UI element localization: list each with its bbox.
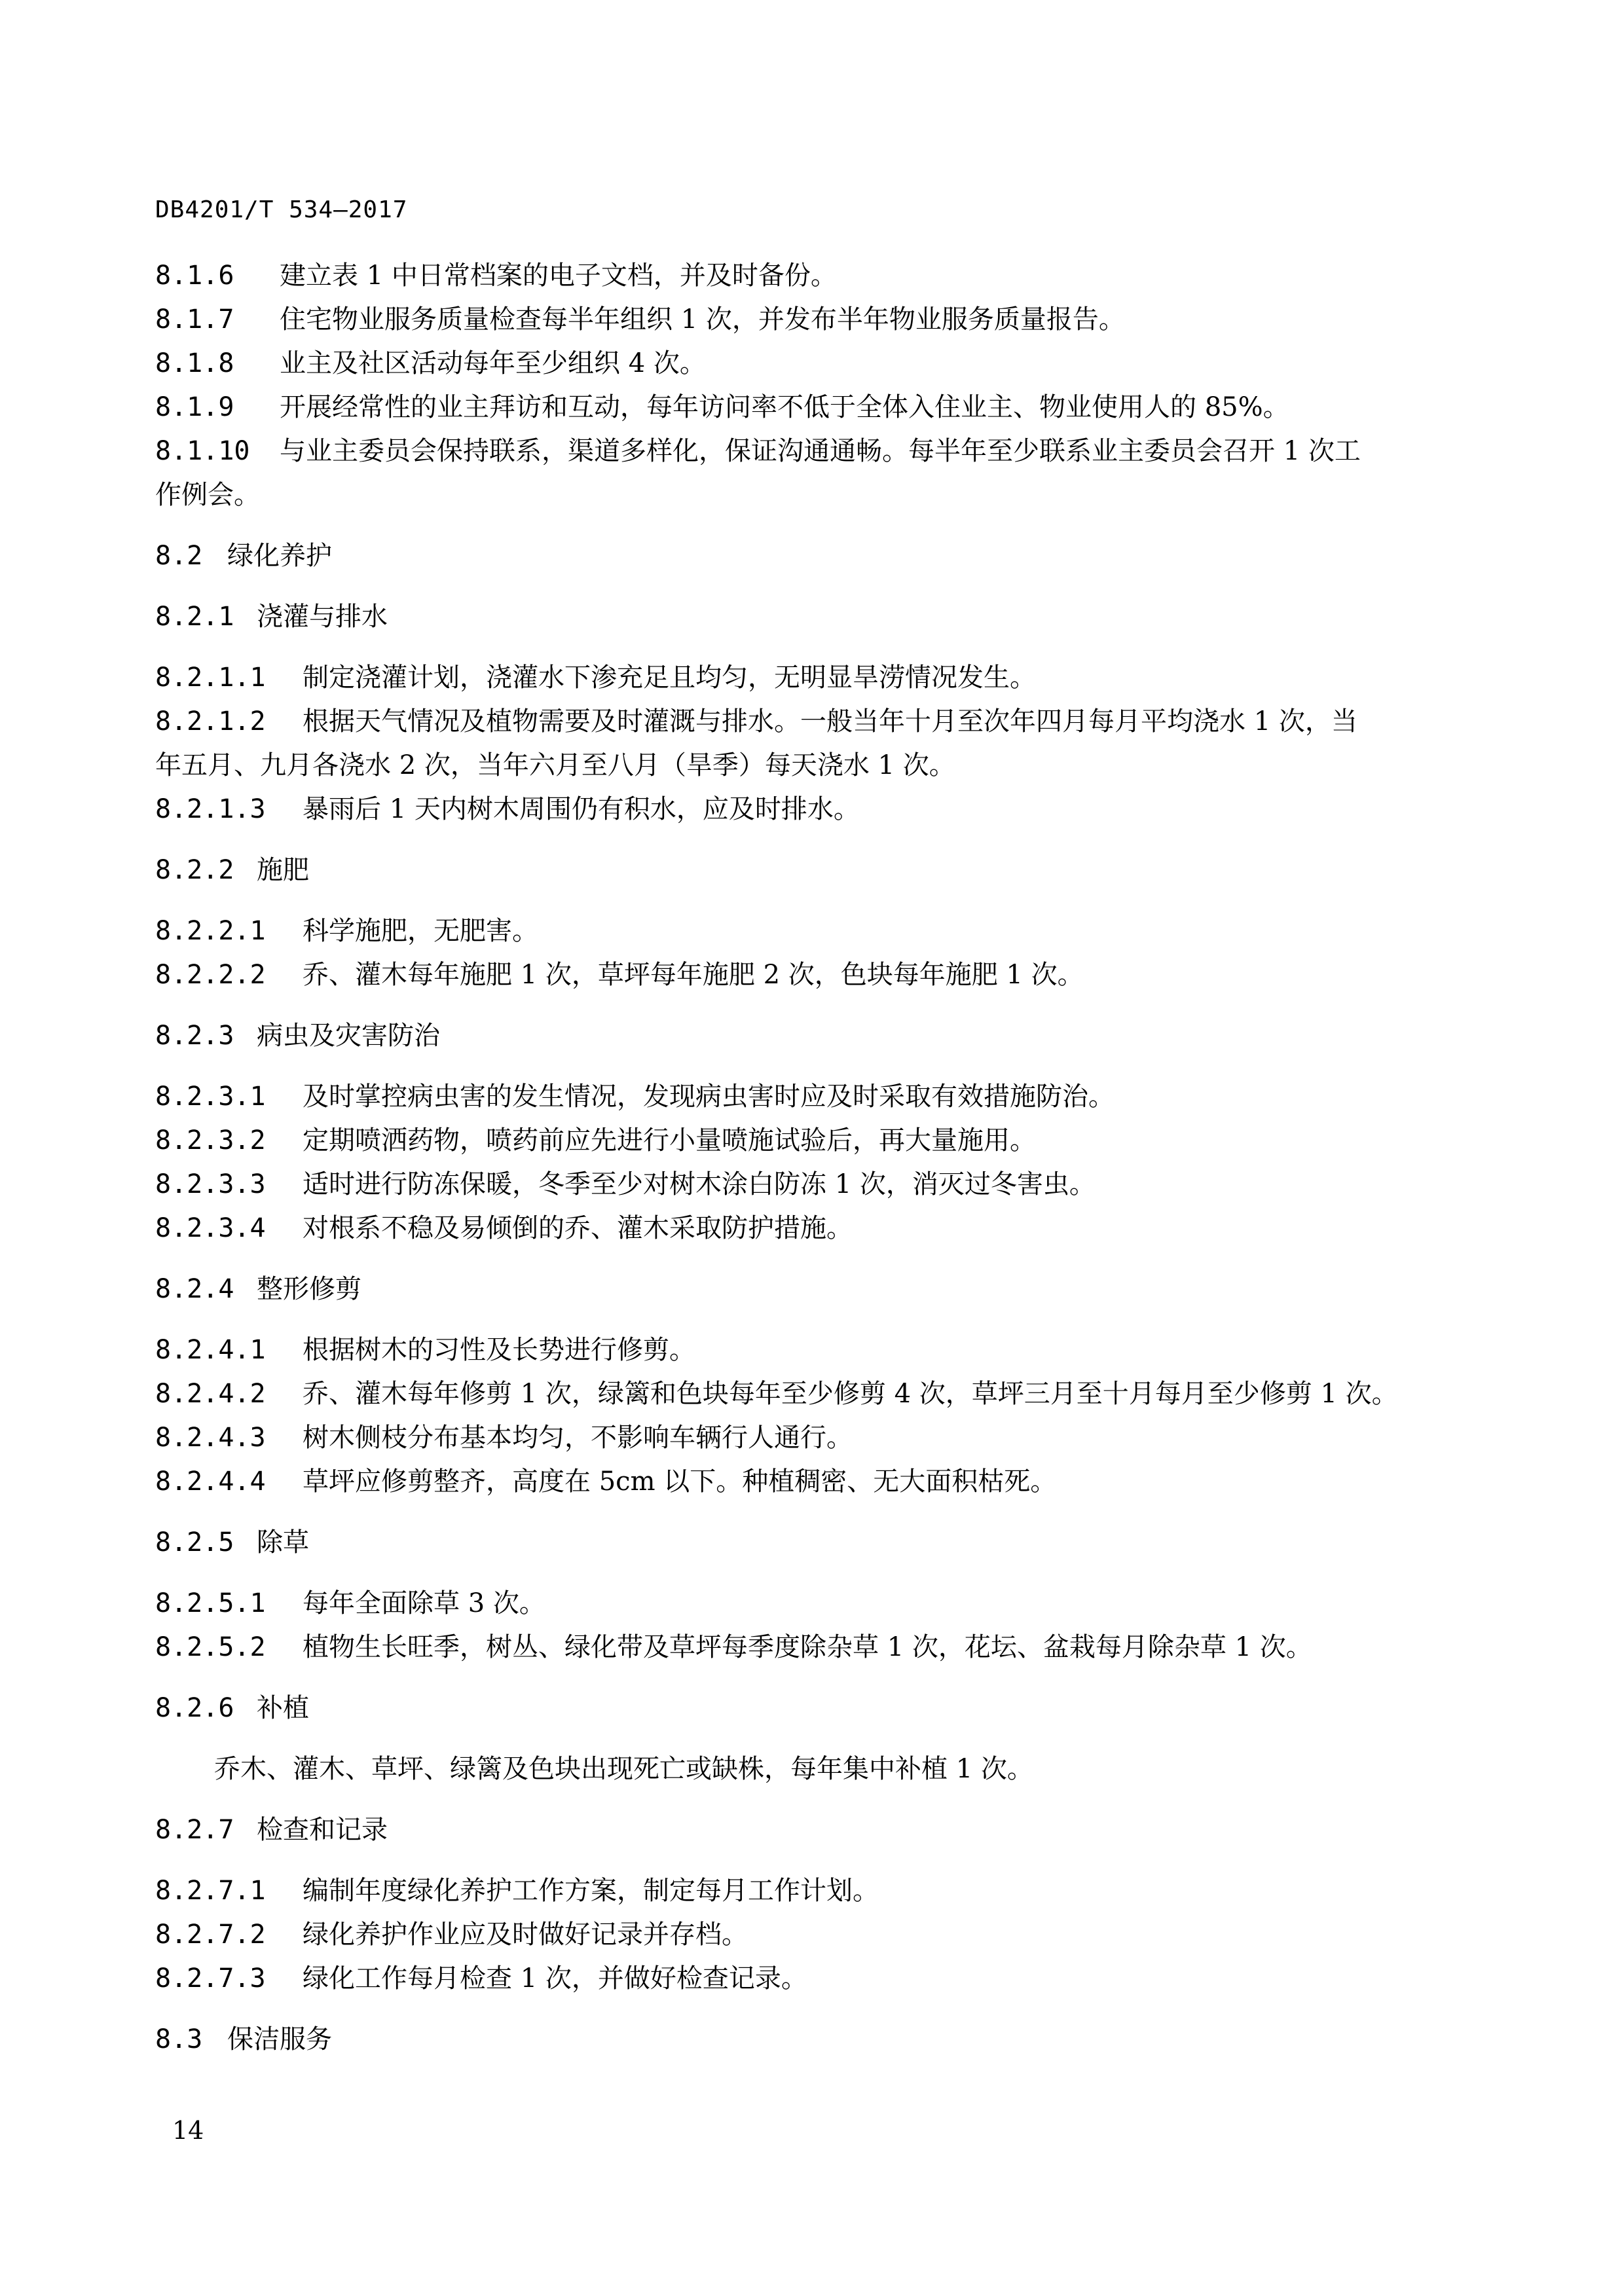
clause-number: 8.2.1.3 xyxy=(155,794,266,824)
clause-8-2-4-3 xyxy=(155,1416,1465,1460)
clause-number: 8.2.2.2 xyxy=(155,960,266,990)
section-heading-8-2-6 xyxy=(155,1686,1465,1730)
clause-text: 制定浇灌计划，浇灌水下渗充足且均匀，无明显旱涝情况发生。 xyxy=(303,663,1036,693)
section-title: 整形修剪 xyxy=(257,1274,361,1304)
clause-text: 暴雨后 1 天内树木周围仍有积水，应及时排水。 xyxy=(303,794,860,824)
clause-text: 根据天气情况及植物需要及时灌溉与排水。一般当年十月至次年四月每月平均浇水 1 次，当 xyxy=(303,706,1357,737)
clause-number: 8.2.1.1 xyxy=(155,663,266,693)
clause-continuation: 年五月、九月各浇水 2 次，当年六月至八月（旱季）每天浇水 1 次。 xyxy=(155,750,955,780)
section-title: 除草 xyxy=(257,1527,309,1558)
clause-text: 乔、灌木每年施肥 1 次，草坪每年施肥 2 次，色块每年施肥 1 次。 xyxy=(303,960,1084,990)
section-heading-8-2-7 xyxy=(155,1808,1465,1852)
document-code: DB4201/T 534—2017 xyxy=(155,196,408,223)
clause-8-1-6 xyxy=(155,254,1465,298)
clause-8-2-1-1 xyxy=(155,656,1465,700)
section-number: 8.2.7 xyxy=(155,1815,234,1845)
clause-number: 8.2.4.4 xyxy=(155,1467,266,1497)
section-number: 8.2.3 xyxy=(155,1021,234,1051)
clause-text: 植物生长旺季，树丛、绿化带及草坪每季度除杂草 1 次，花坛、盆栽每月除杂草 1 次。 xyxy=(303,1632,1312,1662)
clause-8-2-3-2 xyxy=(155,1119,1465,1163)
clause-8-1-8 xyxy=(155,342,1465,386)
section-title: 浇灌与排水 xyxy=(257,602,388,632)
clause-text: 树木侧枝分布基本均匀，不影响车辆行人通行。 xyxy=(303,1423,853,1453)
section-title: 保洁服务 xyxy=(227,2024,332,2054)
clause-text: 科学施肥，无肥害。 xyxy=(303,916,538,946)
clause-number: 8.2.3.2 xyxy=(155,1125,266,1156)
section-heading-8-2-1 xyxy=(155,595,1465,639)
clause-text: 根据树木的习性及长势进行修剪。 xyxy=(303,1335,695,1365)
clause-number: 8.2.2.1 xyxy=(155,916,266,946)
clause-text: 定期喷洒药物，喷药前应先进行小量喷施试验后，再大量施用。 xyxy=(303,1125,1036,1156)
clause-text: 编制年度绿化养护工作方案，制定每月工作计划。 xyxy=(303,1876,879,1906)
clause-number: 8.2.1.2 xyxy=(155,706,266,737)
section-heading-8-3 xyxy=(155,2018,1465,2062)
clause-text: 住宅物业服务质量检查每半年组织 1 次，并发布半年物业服务质量报告。 xyxy=(280,304,1125,335)
clause-text: 开展经常性的业主拜访和互动，每年访问率不低于全体入住业主、物业使用人的 85%。 xyxy=(280,392,1289,422)
paragraph-8-2-6: 乔木、灌木、草坪、绿篱及色块出现死亡或缺株，每年集中补植 1 次。 xyxy=(214,1754,1033,1784)
clause-number: 8.2.7.1 xyxy=(155,1876,266,1906)
clause-number: 8.2.7.2 xyxy=(155,1920,266,1950)
clause-text: 建立表 1 中日常档案的电子文档，并及时备份。 xyxy=(280,261,837,291)
clause-text: 与业主委员会保持联系，渠道多样化，保证沟通通畅。每半年至少联系业主委员会召开 1 次工 xyxy=(280,436,1361,466)
page-number: 14 xyxy=(172,2116,204,2145)
clause-8-2-4-1 xyxy=(155,1328,1465,1372)
section-title: 绿化养护 xyxy=(227,541,332,571)
clause-8-2-5-2 xyxy=(155,1626,1465,1669)
clause-number: 8.2.3.4 xyxy=(155,1213,266,1243)
clause-number: 8.1.6 xyxy=(155,261,234,291)
clause-8-2-3-3 xyxy=(155,1163,1465,1207)
document-body xyxy=(155,254,1465,2079)
clause-number: 8.2.4.3 xyxy=(155,1423,266,1453)
clause-number: 8.1.9 xyxy=(155,392,234,422)
clause-8-1-9 xyxy=(155,386,1465,429)
clause-text: 乔、灌木每年修剪 1 次，绿篱和色块每年至少修剪 4 次，草坪三月至十月每月至少修剪 1 次。 xyxy=(303,1379,1398,1409)
section-number: 8.2 xyxy=(155,541,203,571)
clause-text: 适时进行防冻保暖，冬季至少对树木涂白防冻 1 次，消灭过冬害虫。 xyxy=(303,1169,1096,1199)
section-heading-8-2-4 xyxy=(155,1267,1465,1311)
clause-number: 8.2.4.1 xyxy=(155,1335,266,1365)
section-number: 8.2.2 xyxy=(155,855,234,885)
clause-number: 8.1.7 xyxy=(155,304,234,335)
clause-8-2-1-3 xyxy=(155,788,1465,831)
clause-number: 8.2.5.2 xyxy=(155,1632,266,1662)
clause-8-2-4-4 xyxy=(155,1460,1465,1504)
section-number: 8.2.6 xyxy=(155,1693,234,1723)
clause-number: 8.2.5.1 xyxy=(155,1588,266,1618)
clause-8-2-2-1 xyxy=(155,909,1465,953)
section-number: 8.2.1 xyxy=(155,602,234,632)
section-heading-8-2-5 xyxy=(155,1521,1465,1565)
clause-text: 绿化养护作业应及时做好记录并存档。 xyxy=(303,1920,748,1950)
clause-8-2-3-4 xyxy=(155,1207,1465,1250)
clause-8-2-7-3 xyxy=(155,1957,1465,2001)
clause-text: 对根系不稳及易倾倒的乔、灌木采取防护措施。 xyxy=(303,1213,853,1243)
clause-8-2-5-1 xyxy=(155,1582,1465,1626)
section-title: 补植 xyxy=(257,1693,309,1723)
clause-8-2-7-1 xyxy=(155,1869,1465,1913)
section-title: 检查和记录 xyxy=(257,1815,388,1845)
clause-number: 8.1.8 xyxy=(155,348,234,378)
clause-8-2-7-2 xyxy=(155,1913,1465,1957)
clause-text: 草坪应修剪整齐，高度在 5cm 以下。种植稠密、无大面积枯死。 xyxy=(303,1467,1057,1497)
clause-text: 每年全面除草 3 次。 xyxy=(303,1588,545,1618)
clause-number: 8.2.3.1 xyxy=(155,1082,266,1112)
section-number: 8.2.5 xyxy=(155,1527,234,1558)
clause-8-2-2-2 xyxy=(155,953,1465,997)
clause-8-1-7 xyxy=(155,298,1465,342)
clause-number: 8.1.10 xyxy=(155,436,250,466)
clause-number: 8.2.4.2 xyxy=(155,1379,266,1409)
clause-text: 业主及社区活动每年至少组织 4 次。 xyxy=(280,348,706,378)
clause-8-2-4-2 xyxy=(155,1372,1465,1416)
clause-8-2-3-1 xyxy=(155,1075,1465,1119)
clause-number: 8.2.3.3 xyxy=(155,1169,266,1199)
section-number: 8.2.4 xyxy=(155,1274,234,1304)
section-heading-8-2-3 xyxy=(155,1014,1465,1058)
clause-8-1-10 xyxy=(155,429,1465,473)
section-title: 施肥 xyxy=(257,855,309,885)
section-number: 8.3 xyxy=(155,2024,203,2054)
section-title: 病虫及灾害防治 xyxy=(257,1021,440,1051)
section-heading-8-2-2 xyxy=(155,848,1465,892)
clause-text: 绿化工作每月检查 1 次，并做好检查记录。 xyxy=(303,1963,807,1994)
clause-8-2-1-2 xyxy=(155,700,1465,744)
clause-text: 及时掌控病虫害的发生情况，发现病虫害时应及时采取有效措施防治。 xyxy=(303,1082,1115,1112)
clause-continuation: 作例会。 xyxy=(155,480,260,510)
clause-number: 8.2.7.3 xyxy=(155,1963,266,1994)
section-heading-8-2 xyxy=(155,534,1465,578)
